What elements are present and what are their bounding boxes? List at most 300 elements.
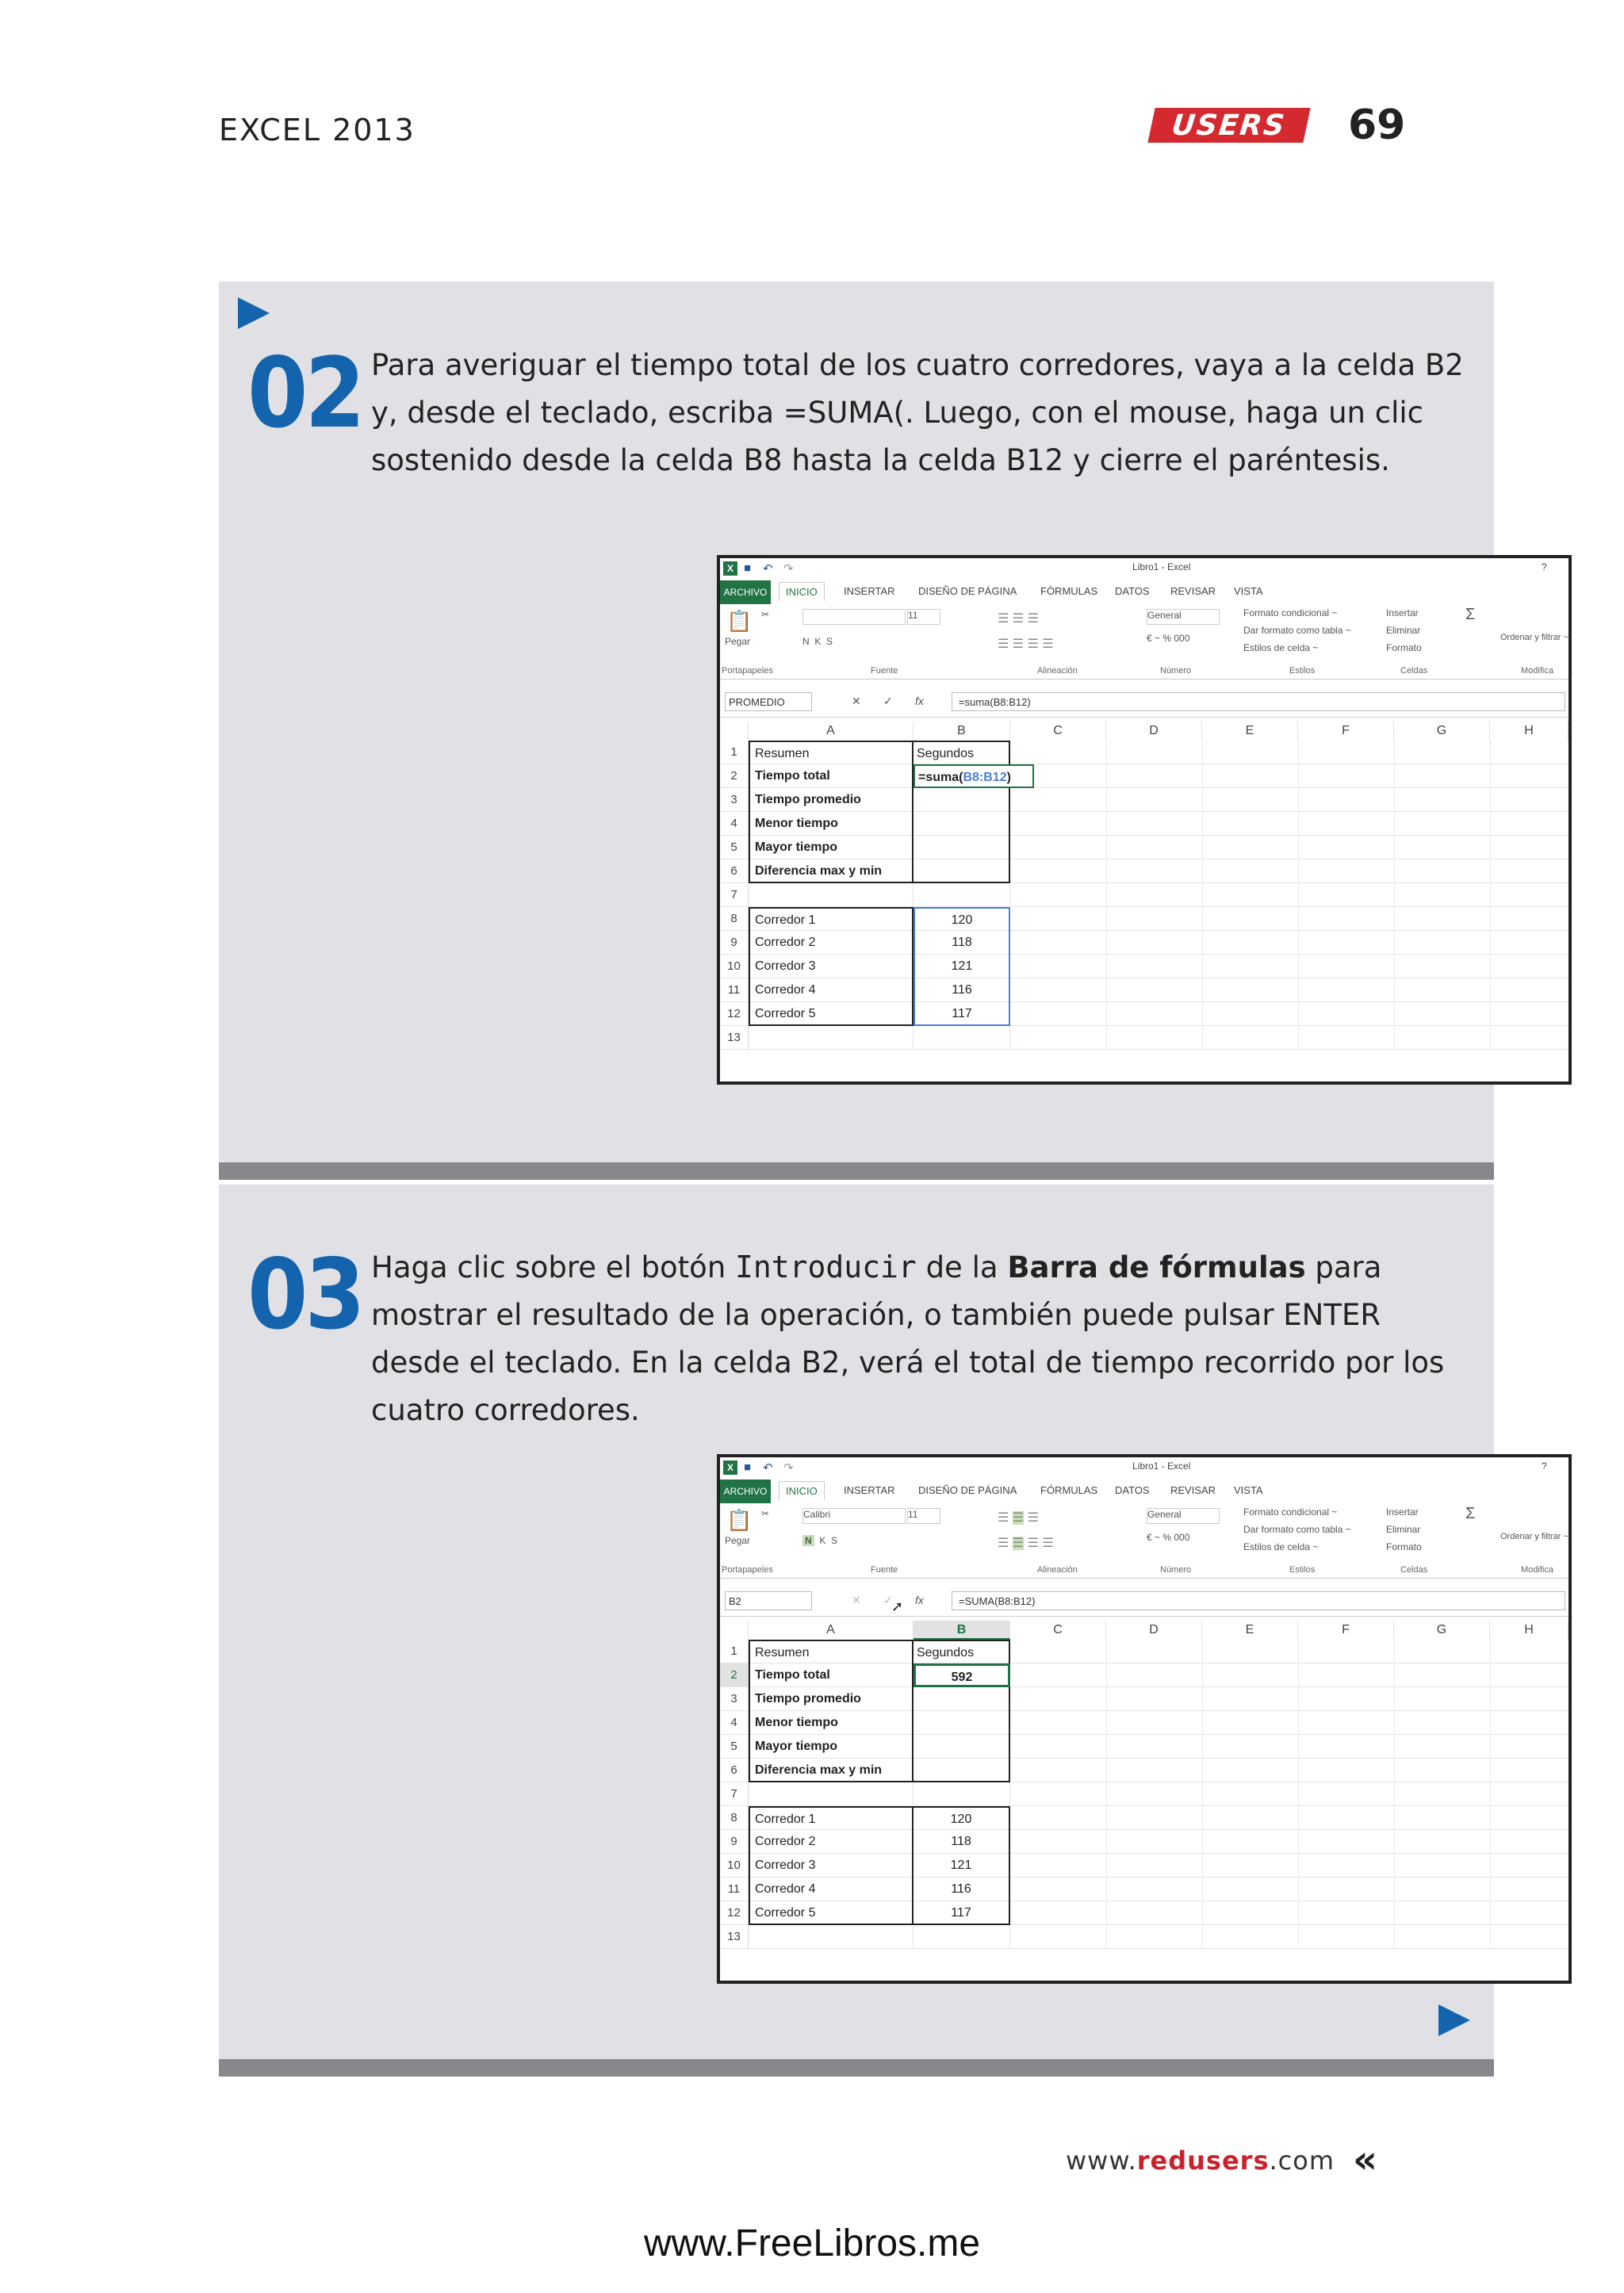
grid-line: [1106, 1782, 1107, 1806]
mouse-pointer-icon: ➚: [891, 1598, 904, 1614]
panel-divider: [219, 2059, 1494, 2077]
save-icon[interactable]: ■: [744, 1460, 752, 1474]
row-number[interactable]: 4: [720, 812, 749, 836]
grid-line: [1298, 1687, 1299, 1711]
column-header[interactable]: B: [914, 1621, 1010, 1640]
row-number[interactable]: 7: [720, 1782, 749, 1806]
cell-a[interactable]: Menor tiempo: [749, 812, 914, 836]
grid-line: [1394, 1806, 1395, 1830]
grid-line: [1106, 812, 1107, 836]
grid-line: [1490, 1002, 1491, 1026]
format-button[interactable]: Formato: [1386, 1541, 1422, 1552]
cell-b[interactable]: [914, 1782, 1010, 1806]
cell-b[interactable]: [914, 764, 1034, 788]
grid-line: [1106, 1759, 1107, 1782]
cell-a[interactable]: Corredor 3: [749, 955, 914, 978]
cell-b[interactable]: 121: [914, 1854, 1010, 1878]
column-header-corner[interactable]: [720, 722, 749, 741]
formula-input[interactable]: =suma(B8:B12): [952, 692, 1565, 711]
cell-a[interactable]: Corredor 4: [749, 1878, 914, 1901]
cell-b[interactable]: 120: [914, 907, 1010, 931]
table-row: [720, 1759, 1568, 1782]
table-row: [720, 1640, 1568, 1663]
grid-line: [1202, 907, 1203, 931]
row-number[interactable]: 3: [720, 1687, 749, 1711]
cell-b[interactable]: Segundos: [914, 741, 1010, 764]
grid-line: [1202, 788, 1203, 812]
column-header[interactable]: C: [1010, 722, 1106, 741]
redo-icon[interactable]: ↷: [783, 562, 794, 576]
cell-a[interactable]: Corredor 1: [749, 907, 914, 931]
row-number[interactable]: 5: [720, 1735, 749, 1759]
font-size-dropdown[interactable]: 11: [907, 609, 940, 625]
grid-line: [1490, 1854, 1491, 1878]
tab-vista[interactable]: VISTA: [1234, 585, 1263, 597]
step-number: 03: [247, 1238, 362, 1351]
grid-line: [1202, 859, 1203, 883]
grid-line: [1490, 978, 1491, 1002]
group-label-clipboard: Portapapeles: [722, 1565, 773, 1575]
align-icons[interactable]: ☰ ☰ ☰: [998, 612, 1039, 626]
function-icon[interactable]: fx: [915, 1594, 924, 1606]
cell-b[interactable]: 118: [914, 1830, 1010, 1854]
grid-line: [1202, 1002, 1203, 1026]
cell-a[interactable]: Corredor 1: [749, 1806, 914, 1830]
paste-icon[interactable]: 📋: [726, 1508, 753, 1532]
tab-insertar[interactable]: INSERTAR: [844, 1484, 895, 1496]
grid-line: [1490, 1925, 1491, 1949]
table-format-button[interactable]: Dar formato como tabla ~: [1243, 1524, 1351, 1535]
redo-icon[interactable]: ↷: [783, 1461, 794, 1475]
grid-line: [1202, 883, 1203, 907]
font-name-dropdown[interactable]: Calibri: [802, 1508, 906, 1524]
row-number[interactable]: 4: [720, 1711, 749, 1735]
cell-b[interactable]: 118: [914, 931, 1010, 955]
paste-button[interactable]: Pegar: [725, 636, 751, 647]
grid-line: [1394, 907, 1395, 931]
cell-a[interactable]: Corredor 5: [749, 1002, 914, 1026]
window-title: Libro1 - Excel: [1132, 1460, 1191, 1472]
cell-b[interactable]: [914, 1687, 1010, 1711]
title-bar: [720, 1457, 1568, 1478]
grid-line: [1394, 1854, 1395, 1878]
cell-a[interactable]: [749, 1782, 914, 1806]
grid-line: [1394, 836, 1395, 859]
grid-line: [1394, 741, 1395, 764]
column-header[interactable]: D: [1106, 722, 1202, 741]
cut-icon[interactable]: ✂: [761, 609, 770, 620]
table-row: [720, 1806, 1568, 1830]
grid-line: [1298, 978, 1299, 1002]
grid-line: [1490, 883, 1491, 907]
column-header[interactable]: A: [749, 722, 914, 741]
grid-line: [1394, 1687, 1395, 1711]
table-format-button[interactable]: Dar formato como tabla ~: [1243, 625, 1351, 636]
cell-b[interactable]: [914, 859, 1010, 883]
grid-line: [1202, 1711, 1203, 1735]
formula-bar: [720, 688, 1568, 718]
cell-a[interactable]: Corredor 4: [749, 978, 914, 1002]
grid-line: [1298, 1663, 1299, 1687]
sort-filter-button[interactable]: Ordenar y filtrar ~: [1500, 633, 1568, 642]
tab-formulas[interactable]: FÓRMULAS: [1040, 1484, 1098, 1496]
cell-b[interactable]: 116: [914, 978, 1010, 1002]
column-header[interactable]: H: [1490, 722, 1568, 741]
cell-a[interactable]: Corredor 2: [749, 1830, 914, 1854]
row-number[interactable]: 7: [720, 883, 749, 907]
number-format-dropdown[interactable]: General: [1147, 609, 1220, 625]
insert-button[interactable]: Insertar: [1386, 607, 1419, 618]
grid-line: [1106, 1002, 1107, 1026]
grid-line: [1106, 764, 1107, 788]
grid-line: [1106, 1878, 1107, 1901]
cell-a[interactable]: Diferencia max y min: [749, 1759, 914, 1782]
group-label-clipboard: Portapapeles: [722, 666, 773, 676]
excel-screenshot: [717, 1454, 1572, 1984]
grid-line: [1490, 859, 1491, 883]
cell-a[interactable]: Resumen: [749, 741, 914, 764]
grid-line: [1106, 907, 1107, 931]
cell-b[interactable]: 120: [914, 1806, 1010, 1830]
currency-icons[interactable]: € ~ % 000: [1147, 633, 1190, 644]
cell-b[interactable]: 117: [914, 1002, 1010, 1026]
group-label-alignment: Alineación: [1037, 666, 1078, 676]
row-number[interactable]: 2: [720, 1663, 749, 1687]
url-brand: redusers: [1136, 2146, 1270, 2176]
column-header[interactable]: E: [1202, 722, 1298, 741]
row-number[interactable]: 9: [720, 1830, 749, 1854]
grid-line: [1490, 1901, 1491, 1925]
tab-datos[interactable]: DATOS: [1115, 585, 1150, 597]
cell-a[interactable]: Menor tiempo: [749, 1711, 914, 1735]
tab-revisar[interactable]: REVISAR: [1170, 1484, 1216, 1496]
save-icon[interactable]: ■: [744, 561, 752, 575]
watermark-url: www.FreeLibros.me: [643, 2222, 981, 2264]
grid-line: [1202, 1925, 1203, 1949]
grid-line: [1106, 1735, 1107, 1759]
grid-line: [1298, 1782, 1299, 1806]
tab-diseno[interactable]: DISEÑO DE PÁGINA: [918, 585, 1017, 597]
tab-vista[interactable]: VISTA: [1234, 1484, 1263, 1496]
row-number[interactable]: 5: [720, 836, 749, 859]
excel-app-icon: X: [723, 561, 737, 576]
function-icon[interactable]: fx: [915, 695, 924, 707]
row-number[interactable]: 13: [720, 1026, 749, 1050]
cell-a[interactable]: Corredor 3: [749, 1854, 914, 1878]
column-header[interactable]: G: [1394, 1621, 1490, 1640]
grid-line: [1490, 764, 1491, 788]
conditional-format-button[interactable]: Formato condicional ~: [1243, 1506, 1338, 1518]
grid-line: [1298, 1002, 1299, 1026]
cancel-icon[interactable]: ✕: [852, 695, 861, 707]
autosum-icon[interactable]: Σ: [1465, 1505, 1476, 1522]
group-label-cells: Celdas: [1400, 666, 1428, 676]
cell-a[interactable]: Corredor 5: [749, 1901, 914, 1925]
undo-icon[interactable]: ↶: [763, 562, 773, 576]
text-segment: de la: [916, 1250, 1008, 1284]
table-row: [720, 1925, 1568, 1949]
cell-a[interactable]: Tiempo promedio: [749, 788, 914, 812]
book-title: EXCEL 2013: [219, 113, 416, 147]
table-row: [720, 1663, 1568, 1687]
currency-icons[interactable]: € ~ % 000: [1147, 1532, 1190, 1543]
sort-filter-button[interactable]: Ordenar y filtrar ~: [1500, 1532, 1568, 1541]
paste-icon[interactable]: 📋: [726, 609, 753, 633]
table-row: [720, 883, 1568, 907]
row-number[interactable]: 6: [720, 859, 749, 883]
cell-a[interactable]: Tiempo promedio: [749, 1687, 914, 1711]
align-icons[interactable]: ☰ ☰ ☰: [998, 1511, 1039, 1525]
row-number[interactable]: 10: [720, 955, 749, 978]
column-header[interactable]: F: [1298, 722, 1394, 741]
footer-url[interactable]: [1066, 2146, 1335, 2176]
cell-b[interactable]: [914, 883, 1010, 907]
group-label-number: Número: [1160, 666, 1192, 676]
panel-divider: [219, 1162, 1494, 1180]
insert-button[interactable]: Insertar: [1386, 1506, 1419, 1518]
excel-screenshot: [717, 555, 1572, 1085]
row-number[interactable]: 1: [720, 1640, 749, 1663]
grid-line: [1202, 1901, 1203, 1925]
step-02-panel: [219, 281, 1568, 1180]
grid-line: [1106, 788, 1107, 812]
column-header[interactable]: E: [1202, 1621, 1298, 1640]
tab-inicio[interactable]: INICIO: [779, 1481, 825, 1500]
cell-b[interactable]: [914, 1759, 1010, 1782]
column-header[interactable]: A: [749, 1621, 914, 1640]
grid-line: [1394, 859, 1395, 883]
table-row: [720, 1711, 1568, 1735]
next-arrow-icon: [238, 297, 270, 329]
cell-b[interactable]: [914, 788, 1010, 812]
cell-a[interactable]: Corredor 2: [749, 931, 914, 955]
cell-styles-button[interactable]: Estilos de celda ~: [1243, 642, 1319, 653]
row-number[interactable]: 3: [720, 788, 749, 812]
cut-icon[interactable]: ✂: [761, 1508, 770, 1519]
tab-formulas[interactable]: FÓRMULAS: [1040, 585, 1098, 597]
tab-insertar[interactable]: INSERTAR: [844, 585, 895, 597]
grid-line: [1394, 1901, 1395, 1925]
back-chevron-icon: «: [1353, 2138, 1378, 2182]
grid-line: [1394, 1878, 1395, 1901]
url-suffix: .com: [1269, 2146, 1335, 2176]
grid-line: [1106, 955, 1107, 978]
group-label-cells: Celdas: [1400, 1565, 1428, 1575]
cell-a[interactable]: Tiempo total: [749, 1663, 914, 1687]
table-row: [720, 931, 1568, 955]
row-number[interactable]: 11: [720, 978, 749, 1002]
cell-b[interactable]: [914, 1925, 1010, 1949]
row-number[interactable]: 11: [720, 1878, 749, 1901]
autosum-icon[interactable]: Σ: [1465, 606, 1476, 623]
grid-line: [1202, 1782, 1203, 1806]
delete-button[interactable]: Eliminar: [1386, 1524, 1421, 1535]
table-row: [720, 1782, 1568, 1806]
text-segment-bold: Barra de fórmulas: [1007, 1250, 1306, 1284]
grid-line: [1394, 788, 1395, 812]
cell-a[interactable]: [749, 1925, 914, 1949]
grid-line: [1490, 955, 1491, 978]
grid-line: [1202, 836, 1203, 859]
row-number[interactable]: 8: [720, 1806, 749, 1830]
font-style-buttons[interactable]: N K S: [802, 1535, 837, 1546]
column-header-corner[interactable]: [720, 1621, 749, 1640]
cell-b[interactable]: [914, 1711, 1010, 1735]
row-number[interactable]: 2: [720, 764, 749, 788]
undo-icon[interactable]: ↶: [763, 1461, 773, 1475]
cell-b[interactable]: [914, 812, 1010, 836]
row-number[interactable]: 1: [720, 741, 749, 764]
step-03-panel: [219, 1185, 1568, 2077]
row-number[interactable]: 12: [720, 1901, 749, 1925]
row-number[interactable]: 9: [720, 931, 749, 955]
cell-b[interactable]: 117: [914, 1901, 1010, 1925]
ribbon: [720, 604, 1568, 679]
group-label-alignment: Alineación: [1037, 1565, 1078, 1575]
help-icon[interactable]: ?: [1542, 1460, 1547, 1472]
cell-a[interactable]: Mayor tiempo: [749, 1735, 914, 1759]
cell-a[interactable]: [749, 883, 914, 907]
cell-b[interactable]: [914, 1026, 1010, 1050]
column-header[interactable]: H: [1490, 1621, 1568, 1640]
text-segment: Haga clic sobre el botón: [371, 1250, 736, 1284]
row-number[interactable]: 6: [720, 1759, 749, 1782]
grid-line: [1106, 883, 1107, 907]
grid-line: [1106, 931, 1107, 955]
url-prefix: www.: [1066, 2146, 1137, 2176]
table-row: [720, 1687, 1568, 1711]
number-format-dropdown[interactable]: General: [1147, 1508, 1220, 1524]
tab-datos[interactable]: DATOS: [1115, 1484, 1150, 1496]
row-number[interactable]: 10: [720, 1854, 749, 1878]
conditional-format-button[interactable]: Formato condicional ~: [1243, 607, 1338, 618]
table-row: [720, 741, 1568, 764]
table-row: [720, 1854, 1568, 1878]
align-icons-2[interactable]: ☰ ☰ ☰ ☰: [998, 637, 1054, 651]
grid-line: [1298, 1925, 1299, 1949]
grid-line: [1298, 1711, 1299, 1735]
grid-line: [1394, 955, 1395, 978]
table-row: [720, 1878, 1568, 1901]
name-box[interactable]: B2: [725, 1591, 812, 1610]
cell-styles-button[interactable]: Estilos de celda ~: [1243, 1541, 1319, 1552]
font-style-buttons[interactable]: N K S: [802, 636, 833, 647]
grid-line: [1490, 836, 1491, 859]
column-header[interactable]: B: [914, 722, 1010, 741]
font-size-dropdown[interactable]: 11: [907, 1508, 940, 1524]
grid-line: [1202, 1878, 1203, 1901]
excel-app-icon: X: [723, 1460, 737, 1475]
grid-line: [1106, 1640, 1107, 1663]
grid-line: [1202, 978, 1203, 1002]
cell-b[interactable]: [914, 1735, 1010, 1759]
cell-a[interactable]: Tiempo total: [749, 764, 914, 788]
font-name-dropdown[interactable]: [802, 609, 906, 625]
worksheet-grid: [720, 1621, 1568, 1981]
tab-diseno[interactable]: DISEÑO DE PÁGINA: [918, 1484, 1017, 1496]
grid-line: [1202, 1759, 1203, 1782]
tab-archivo[interactable]: ARCHIVO: [720, 580, 771, 604]
column-header[interactable]: C: [1010, 1621, 1106, 1640]
enter-icon[interactable]: ✓: [883, 695, 893, 707]
grid-line: [1298, 907, 1299, 931]
table-row: [720, 955, 1568, 978]
grid-line: [1490, 788, 1491, 812]
tab-inicio[interactable]: INICIO: [779, 582, 825, 601]
row-number[interactable]: 12: [720, 1002, 749, 1026]
table-row: [720, 812, 1568, 836]
grid-line: [1490, 1687, 1491, 1711]
enter-icon[interactable]: ✓: [883, 1594, 893, 1606]
grid-line: [1106, 1830, 1107, 1854]
grid-line: [1490, 1663, 1491, 1687]
grid-line: [1490, 1026, 1491, 1050]
cell-b[interactable]: 116: [914, 1878, 1010, 1901]
grid-line: [1298, 883, 1299, 907]
column-header[interactable]: D: [1106, 1621, 1202, 1640]
ribbon-tabs: [720, 580, 1568, 605]
next-page-arrow-icon: [1438, 2004, 1470, 2036]
grid-line: [1490, 1806, 1491, 1830]
cell-b[interactable]: 592: [914, 1663, 1010, 1687]
grid-line: [1202, 1687, 1203, 1711]
grid-line: [1106, 1663, 1107, 1687]
grid-line: [1298, 812, 1299, 836]
cell-b[interactable]: 121: [914, 955, 1010, 978]
tab-revisar[interactable]: REVISAR: [1170, 585, 1216, 597]
column-header[interactable]: G: [1394, 722, 1490, 741]
cell-a[interactable]: Mayor tiempo: [749, 836, 914, 859]
text-segment-mono: Introducir: [735, 1250, 917, 1284]
row-number[interactable]: 8: [720, 907, 749, 931]
grid-line: [1298, 1878, 1299, 1901]
cell-a[interactable]: [749, 1026, 914, 1050]
cell-b[interactable]: [914, 836, 1010, 859]
grid-line: [1298, 859, 1299, 883]
tab-archivo[interactable]: ARCHIVO: [720, 1480, 771, 1503]
cell-b[interactable]: Segundos: [914, 1640, 1010, 1663]
name-box[interactable]: PROMEDIO: [725, 692, 812, 711]
table-row: [720, 1901, 1568, 1925]
delete-button[interactable]: Eliminar: [1386, 625, 1421, 636]
table-row: [720, 907, 1568, 931]
cell-a[interactable]: Diferencia max y min: [749, 859, 914, 883]
formula-input[interactable]: =SUMA(B8:B12): [952, 1591, 1565, 1610]
grid-line: [1202, 764, 1203, 788]
group-label-font: Fuente: [871, 666, 898, 676]
grid-line: [1298, 955, 1299, 978]
align-icons-2[interactable]: ☰ ☰ ☰ ☰: [998, 1537, 1054, 1550]
ribbon: [720, 1503, 1568, 1579]
users-logo-text: USERS: [1170, 109, 1288, 142]
grid-line: [1106, 859, 1107, 883]
formula-text: =suma(: [918, 771, 963, 784]
format-button[interactable]: Formato: [1386, 642, 1422, 653]
table-row: [720, 836, 1568, 859]
column-header[interactable]: F: [1298, 1621, 1394, 1640]
cell-a[interactable]: Resumen: [749, 1640, 914, 1663]
row-number[interactable]: 13: [720, 1925, 749, 1949]
ribbon-tabs: [720, 1480, 1568, 1504]
table-row: [720, 1026, 1568, 1050]
formula-bar: [720, 1587, 1568, 1617]
help-icon[interactable]: ?: [1542, 561, 1547, 572]
grid-line: [1202, 1806, 1203, 1830]
grid-line: [1394, 1026, 1395, 1050]
paste-button[interactable]: Pegar: [725, 1535, 751, 1546]
cancel-icon[interactable]: ✕: [852, 1594, 861, 1606]
group-label-editing: Modifica: [1521, 1565, 1553, 1575]
